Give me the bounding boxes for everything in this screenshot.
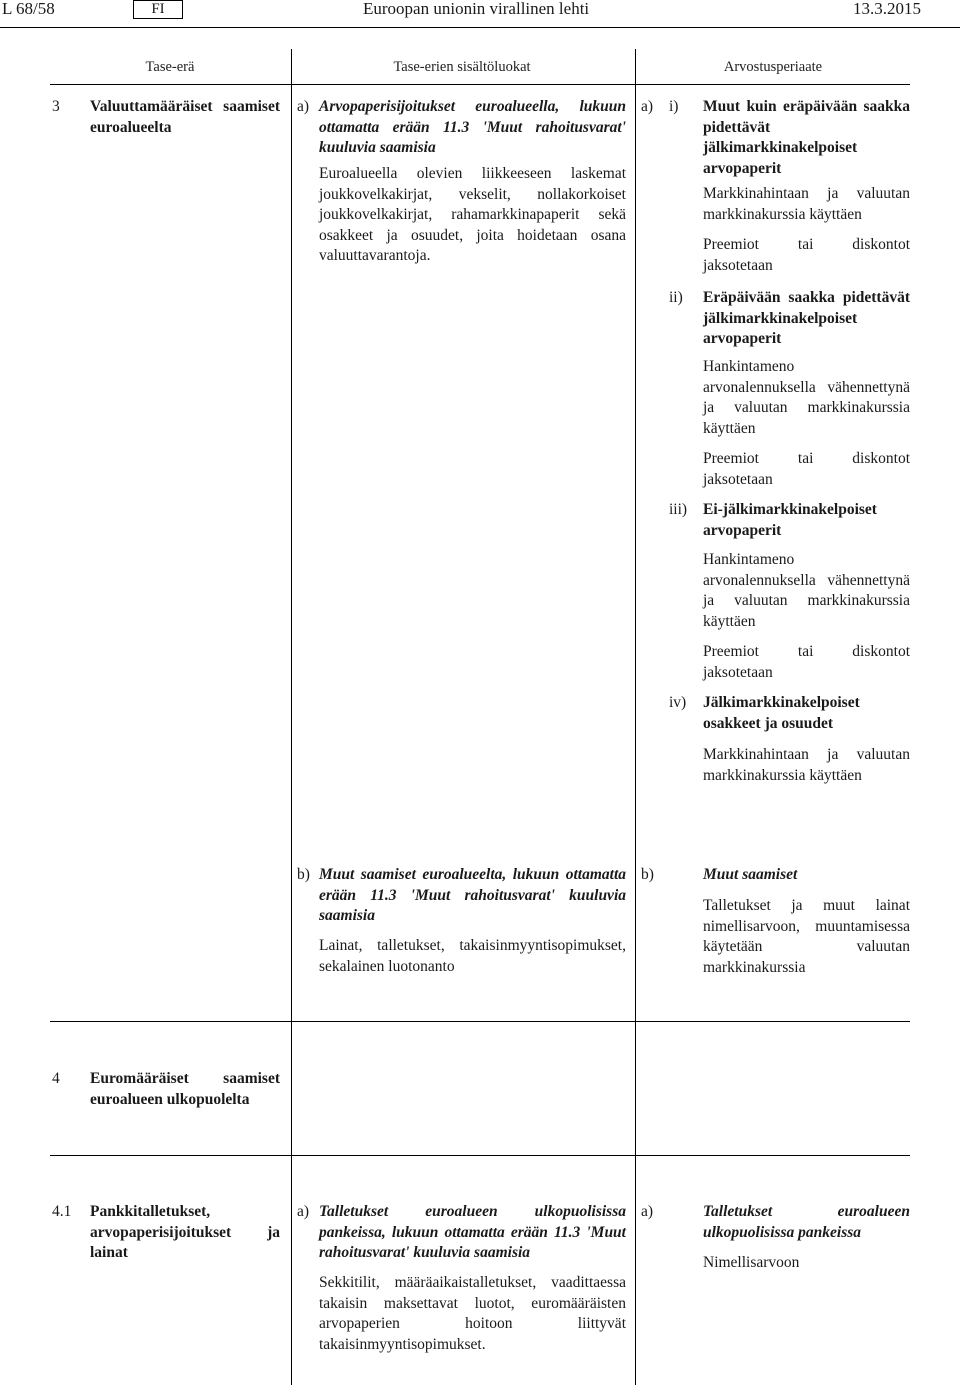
sub-item-heading: Eräpäivään saakka pidettävät jälkimarkkinakelpoiset arvopaperit xyxy=(703,289,910,347)
valuation-heading: Talletukset euroalueen ulkopuolisissa pankeissa xyxy=(703,1203,910,1241)
publication-date: 13.3.2015 xyxy=(853,0,921,18)
sub-item-heading: Muut kuin eräpäivään saakka pidettävät jälkimarkkinakelpoiset arvopaperit xyxy=(703,98,910,177)
journal-title: Euroopan unionin virallinen lehti xyxy=(363,0,590,18)
item-heading: Talletukset euroalueen ulkopuolisissa pankeissa, lukuun ottamatta erään 11.3 'Muut rahoitusvarat' kuuluvia saamisia xyxy=(319,1203,626,1261)
row-title: Pankkitalletukset, arvopaperisijoitukset ja lainat xyxy=(90,1203,280,1261)
valuation-text: Talletukset ja muut lainat nimellisarvoon, muuntamisessa käytetään valuutan markkinakurssia xyxy=(703,897,910,976)
item-label: a) xyxy=(297,98,310,115)
sub-item-text: Preemiot tai diskontot jaksotetaan xyxy=(703,450,910,488)
column-heading-contents: Tase-erien sisältöluokat xyxy=(393,59,531,75)
sub-item-text: Preemiot tai diskontot jaksotetaan xyxy=(703,236,910,274)
item-heading: Muut saamiset euroalueelta, lukuun ottamatta erään 11.3 'Muut rahoitusvarat' kuuluvia saamisia xyxy=(319,866,626,924)
row-number: 4.1 xyxy=(52,1203,72,1220)
item-text: Lainat, talletukset, takaisinmyyntisopimukset, sekalainen luotonanto xyxy=(319,937,626,975)
row-number: 4 xyxy=(52,1070,60,1087)
page-reference: L 68/58 xyxy=(2,0,55,18)
table-rule-top xyxy=(50,84,910,85)
row-title: Euromääräiset saamiset euroalueen ulkopuolelta xyxy=(90,1070,280,1108)
row-divider-4 xyxy=(50,1021,910,1022)
row-title: Valuuttamääräiset saamiset euroalueelta xyxy=(90,98,280,136)
item-text: Sekkitilit, määräaikaistalletukset, vaadittaessa takaisin maksettavat luotot, euromääräisten arvopaperien hoitoon liittyvät takaisinmyyntisopimukset. xyxy=(319,1274,626,1353)
column-heading-valuation: Arvostusperiaate xyxy=(723,59,823,75)
sub-item-number: ii) xyxy=(669,289,683,306)
column-heading-item: Tase-erä xyxy=(145,59,195,75)
sub-item-text: Markkinahintaan ja valuutan markkinakurssia käyttäen xyxy=(703,185,910,223)
valuation-text: Nimellisarvoon xyxy=(703,1254,800,1271)
language-code-box: FI xyxy=(133,0,183,19)
sub-item-heading: Jälkimarkkinakelpoiset osakkeet ja osuudet xyxy=(703,694,860,732)
sub-item-text: Hankintameno arvonalennuksella vähennettynä ja valuutan markkinakurssia käyttäen xyxy=(703,358,910,437)
sub-item-number: iv) xyxy=(669,694,687,711)
sub-item-number: i) xyxy=(669,98,679,115)
item-text: Euroalueella olevien liikkeeseen laskemat joukkovelkakirjat, vekselit, nollakorkoiset joukkovelkakirjat, rahamarkkinapaperit sekä osakkeet ja osuudet, joita hoidetaan osana valuuttavarantoja. xyxy=(319,165,626,264)
row-number: 3 xyxy=(52,98,60,115)
valuation-label: a) xyxy=(641,98,654,115)
sub-item-text: Preemiot tai diskontot jaksotetaan xyxy=(703,643,910,681)
item-heading: Arvopaperisijoitukset euroalueella, lukuun ottamatta erään 11.3 'Muut rahoitusvarat' kuuluvia saamisia xyxy=(319,98,626,156)
valuation-label: a) xyxy=(641,1203,654,1220)
column-divider-2 xyxy=(635,49,636,1385)
valuation-heading: Muut saamiset xyxy=(703,866,798,883)
column-divider-1 xyxy=(291,49,292,1385)
sub-item-number: iii) xyxy=(669,501,688,518)
sub-item-text: Hankintameno arvonalennuksella vähennettynä ja valuutan markkinakurssia käyttäen xyxy=(703,551,910,630)
sub-item-heading: Ei-jälkimarkkinakelpoiset arvopaperit xyxy=(703,501,877,539)
valuation-label: b) xyxy=(641,866,654,883)
item-label: b) xyxy=(297,866,310,883)
item-label: a) xyxy=(297,1203,310,1220)
row-divider-41 xyxy=(50,1155,910,1156)
sub-item-text: Markkinahintaan ja valuutan markkinakurssia käyttäen xyxy=(703,746,910,784)
header-rule xyxy=(0,27,960,28)
